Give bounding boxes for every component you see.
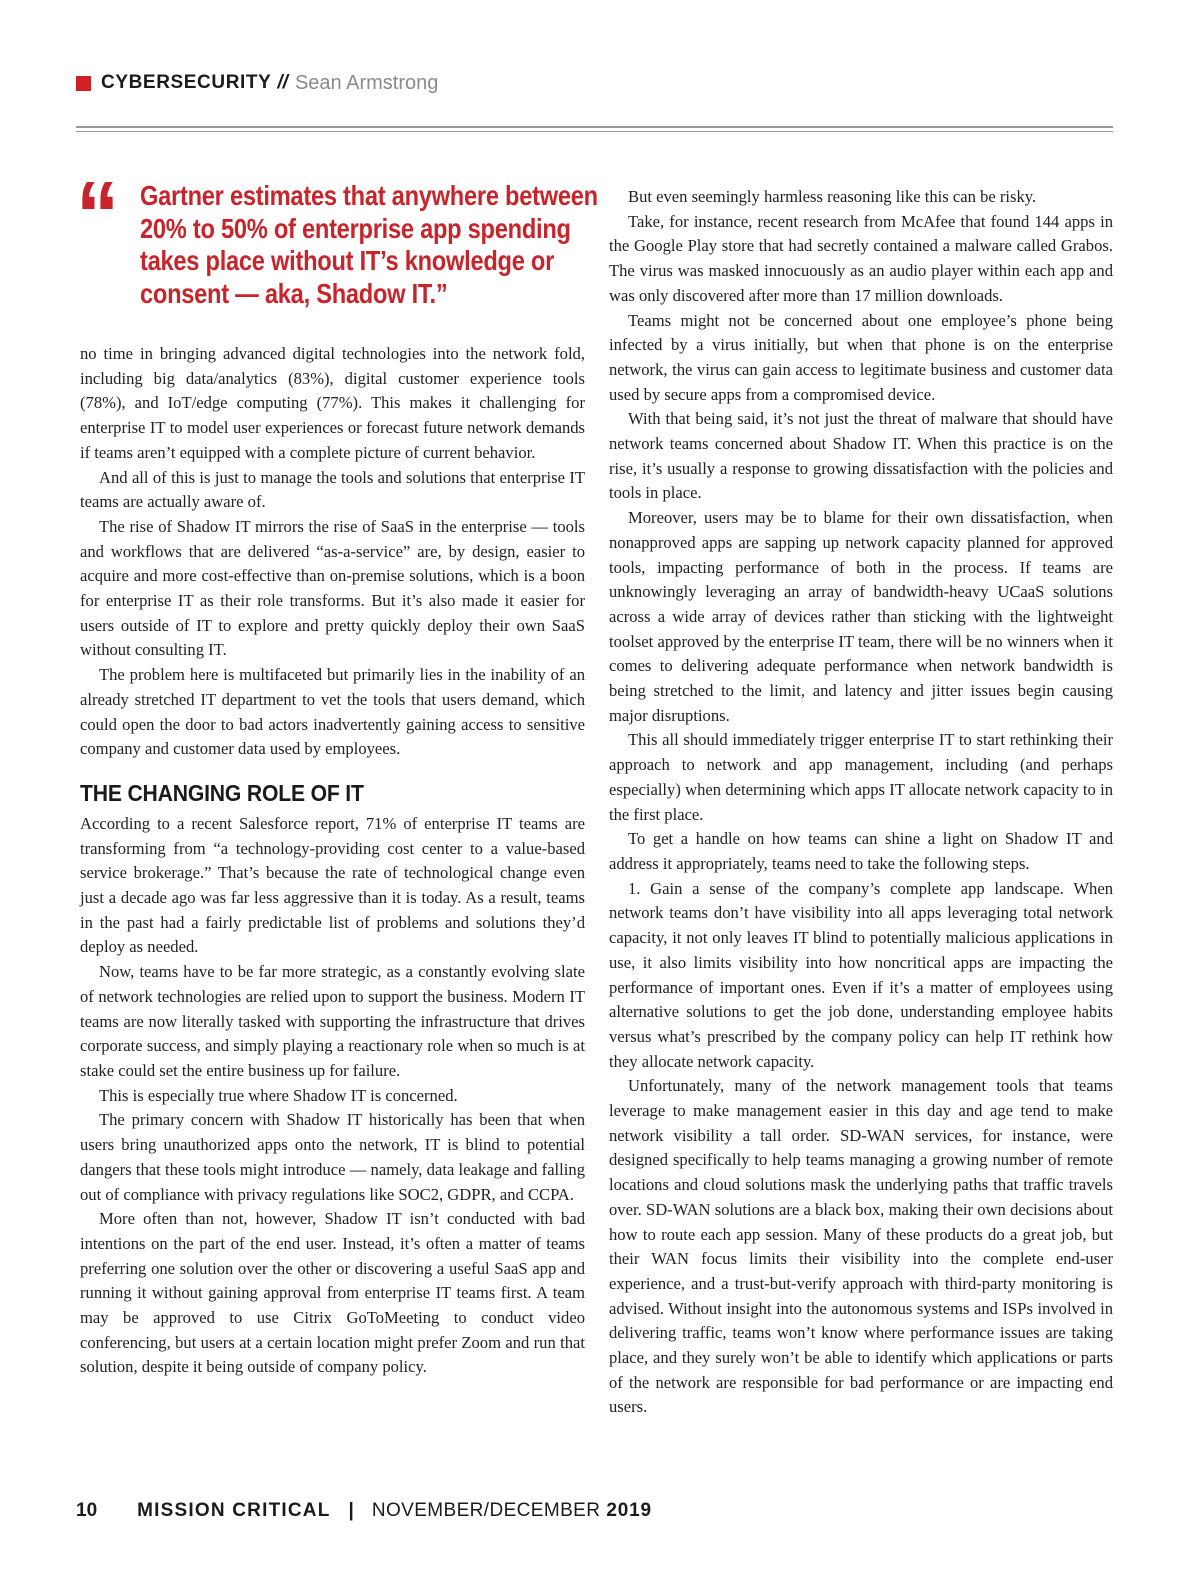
body-paragraph: Moreover, users may be to blame for their own dissatisfaction, when nonapproved apps are sapping up network capacity planned for approved tools, impacting performance of both in the process. If teams are unknowingly leveraging an array of bandwidth-heavy UCaaS solutions across a wide array of devices rather than sticking with the lightweight toolset approved by the enterprise IT team, there will be no winners when it comes to delivering adequate performance when network bandwidth is being stretched to the limit, and latency and jitter issues begin causing major disruptions. (609, 508, 1113, 725)
footer-divider: | (348, 1500, 354, 1521)
author-name: Sean Armstrong (294, 71, 439, 94)
magazine-name: MISSION CRITICAL (137, 1500, 331, 1521)
pull-quote-line: Gartner estimates that anywhere between (140, 180, 598, 211)
left-column (80, 342, 585, 1380)
pull-quote (140, 180, 598, 310)
pull-quote-line: 20% to 50% of enterprise app spending (140, 212, 571, 244)
pull-quote-line: consent — aka, Shadow IT.” (140, 277, 448, 309)
body-paragraph: Take, for instance, recent research from McAfee that found 144 apps in the Google Play store that had secretly contained a malware called Grabos. The virus was masked innocuously as an audio player within each app and was only discovered after more than 17 million downloads. (609, 211, 1113, 305)
body-paragraph: But even seemingly harmless reasoning like this can be risky. (628, 187, 1037, 206)
body-paragraph: Now, teams have to be far more strategic, as a constantly evolving slate of network technologies are relied upon to support the business. Modern IT teams are now literally tasked with supporting the infrastructure that drives corporate success, and simply playing a reactionary role when so much is at stake could set the entire business up for failure. (80, 962, 585, 1080)
pull-quote-line: takes place without IT’s knowledge or (140, 245, 555, 277)
section-label: CYBERSECURITY (101, 72, 272, 93)
body-paragraph: The rise of Shadow IT mirrors the rise of SaaS in the enterprise — tools and workflows that are delivered “as-a-service” are, by design, easier to acquire and more cost-effective than on-premise solutions, which is a boon for enterprise IT as their role transforms. But it’s also made it easier for users outside of IT to explore and pretty quickly deploy their own SaaS without consulting IT. (80, 516, 585, 660)
page-number: 10 (76, 1500, 98, 1521)
header-separator: // (277, 72, 288, 93)
running-header (76, 70, 438, 96)
body-paragraph: no time in bringing advanced digital technologies into the network fold, including big data/analytics (83%), digital customer experience tools (78%), and IoT/edge computing (77%). This makes it challenging for enterprise IT to model user experiences or forecast future network demands if teams aren’t equipped with a complete picture of current behavior. (80, 344, 585, 462)
section-subhead: THE CHANGING ROLE OF IT (80, 779, 364, 806)
body-paragraph: 1. Gain a sense of the company’s complete app landscape. When network teams don’t have visibility into all apps leveraging total network capacity, it not only leaves IT blind to potentially malicious applications in use, it also limits visibility into how noncritical apps are impacting the performance of important ones. Even if it’s a matter of employees using alternative solutions to get the job done, understanding employee habits versus what’s prescribed by the company policy can help IT rethink how they allocate network capacity. (609, 878, 1113, 1071)
body-paragraph: With that being said, it’s not just the threat of malware that should have network teams concerned about Shadow IT. When this practice is on the rise, it’s usually a response to growing dissatisfaction with the policies and tools in place. (609, 409, 1113, 503)
issue-date: NOVEMBER/DECEMBER (371, 1500, 601, 1521)
header-rule-bottom (76, 131, 1113, 132)
body-paragraph: This is especially true where Shadow IT is concerned. (99, 1085, 458, 1105)
pull-quote-mark: “ (76, 162, 116, 269)
body-paragraph: And all of this is just to manage the tools and solutions that enterprise IT teams are actually aware of. (80, 467, 585, 512)
body-paragraph: According to a recent Salesforce report, 71% of enterprise IT teams are transforming from “a technology-providing cost center to a value-based service brokerage.” That’s because the rate of technological change even just a decade ago was far less aggressive than it is today. As a result, teams in the past had a fairly predictable list of problems and solutions they’d deploy as needed. (80, 813, 585, 957)
body-paragraph: Unfortunately, many of the network management tools that teams leverage to make management easier in this day and age tend to make network visibility a tall order. SD-WAN services, for instance, were designed specifically to help teams managing a growing number of remote locations and cloud solutions mask the underlying paths that traffic travels over. SD-WAN solutions are a black box, making their own decisions about how to route each app session. Many of these products do a great job, but their WAN focus limits their visibility into the complete end-user experience, and a trust-but-verify approach with third-party monitoring is advised. Without insight into the autonomous systems and ISPs involved in delivering traffic, teams won’t know where performance issues are taking place, and they surely won’t be able to identify which applications or parts of the network are responsible for bad performance or are impacting end users. (609, 1076, 1113, 1417)
right-column (609, 185, 1113, 1420)
body-paragraph: This all should immediately trigger enterprise IT to start rethinking their approach to network and app management, including (and perhaps especially) when determining which apps IT allocate network capacity to in the first place. (609, 730, 1113, 824)
section-marker-square (76, 76, 91, 91)
body-paragraph: The primary concern with Shadow IT historically has been that when users bring unauthorized apps onto the network, IT is blind to potential dangers that these tools might introduce — namely, data leakage and falling out of compliance with privacy regulations like SOC2, GDPR, and CCPA. (80, 1110, 585, 1204)
issue-year: 2019 (606, 1500, 652, 1521)
page-footer (76, 1498, 652, 1524)
body-paragraph: More often than not, however, Shadow IT isn’t conducted with bad intentions on the part of the end user. Instead, it’s often a matter of teams preferring one solution over the other or discovering a useful SaaS app and running it without gaining approval from enterprise IT teams first. A team may be approved to use Citrix GoToMeeting to conduct video conferencing, but users at a certain location might prefer Zoom and run that solution, despite it being outside of company policy. (80, 1209, 585, 1377)
body-paragraph: Teams might not be concerned about one employee’s phone being infected by a virus initially, but when that phone is on the enterprise network, the virus can gain access to legitimate business and customer data used by secure apps from a compromised device. (609, 310, 1113, 404)
header-rule-top (76, 126, 1113, 128)
body-paragraph: The problem here is multifaceted but primarily lies in the inability of an already stretched IT department to vet the tools that users demand, which could open the door to bad actors inadvertently gaining access to sensitive company and customer data used by employees. (80, 665, 585, 759)
body-paragraph: To get a handle on how teams can shine a light on Shadow IT and address it appropriately, teams need to take the following steps. (609, 829, 1113, 873)
